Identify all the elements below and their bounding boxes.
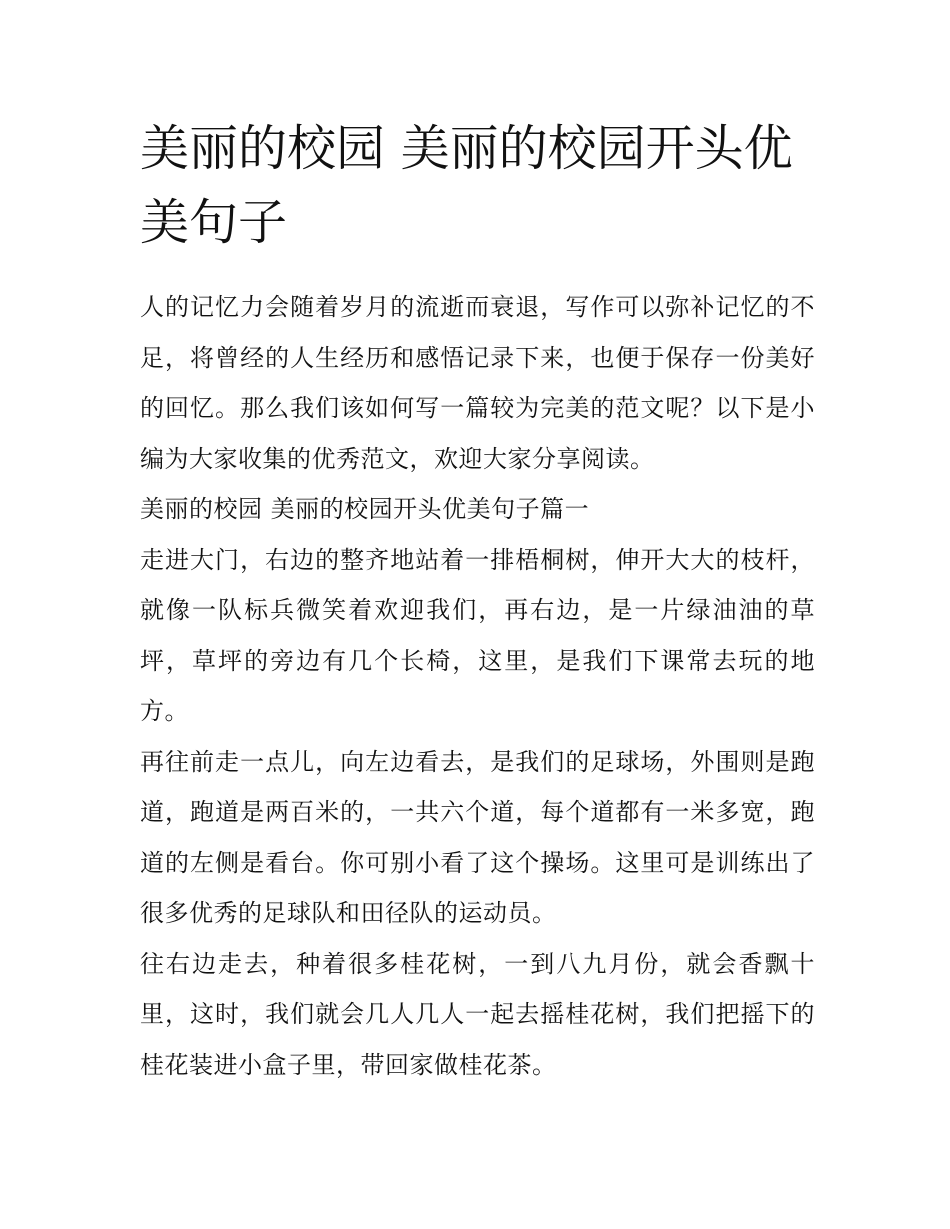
- body-paragraph-gate: 走进大门，右边的整齐地站着一排梧桐树，伸开大大的枝杆，就像一队标兵微笑着欢迎我们，再右边，是一片绿油油的草坪，草坪的旁边有几个长椅，这里，是我们下课常去玩的地方。: [140, 545, 815, 725]
- body-paragraph-field: 再往前走一点儿，向左边看去，是我们的足球场，外围则是跑道，跑道是两百米的，一共六个道，每个道都有一米多宽，跑道的左侧是看台。你可别小看了这个操场。这里可是训练出了很多优秀的足球队和田径队的运动员。: [140, 747, 815, 927]
- document-page: [140, 112, 815, 1090]
- document-title: 美丽的校园 美丽的校园开头优美句子: [140, 120, 793, 251]
- section-heading: 美丽的校园 美丽的校园开头优美句子篇一: [140, 495, 590, 523]
- intro-paragraph: 人的记忆力会随着岁月的流逝而衰退，写作可以弥补记忆的不足，将曾经的人生经历和感悟记录下来，也便于保存一份美好的回忆。那么我们该如何写一篇较为完美的范文呢？以下是小编为大家收集的优秀范文，欢迎大家分享阅读。: [140, 293, 815, 473]
- body-paragraph-osmanthus: 往右边走去，种着很多桂花树，一到八九月份，就会香飘十里，这时，我们就会几人几人一起去摇桂花树，我们把摇下的桂花装进小盒子里，带回家做桂花茶。: [140, 949, 815, 1079]
